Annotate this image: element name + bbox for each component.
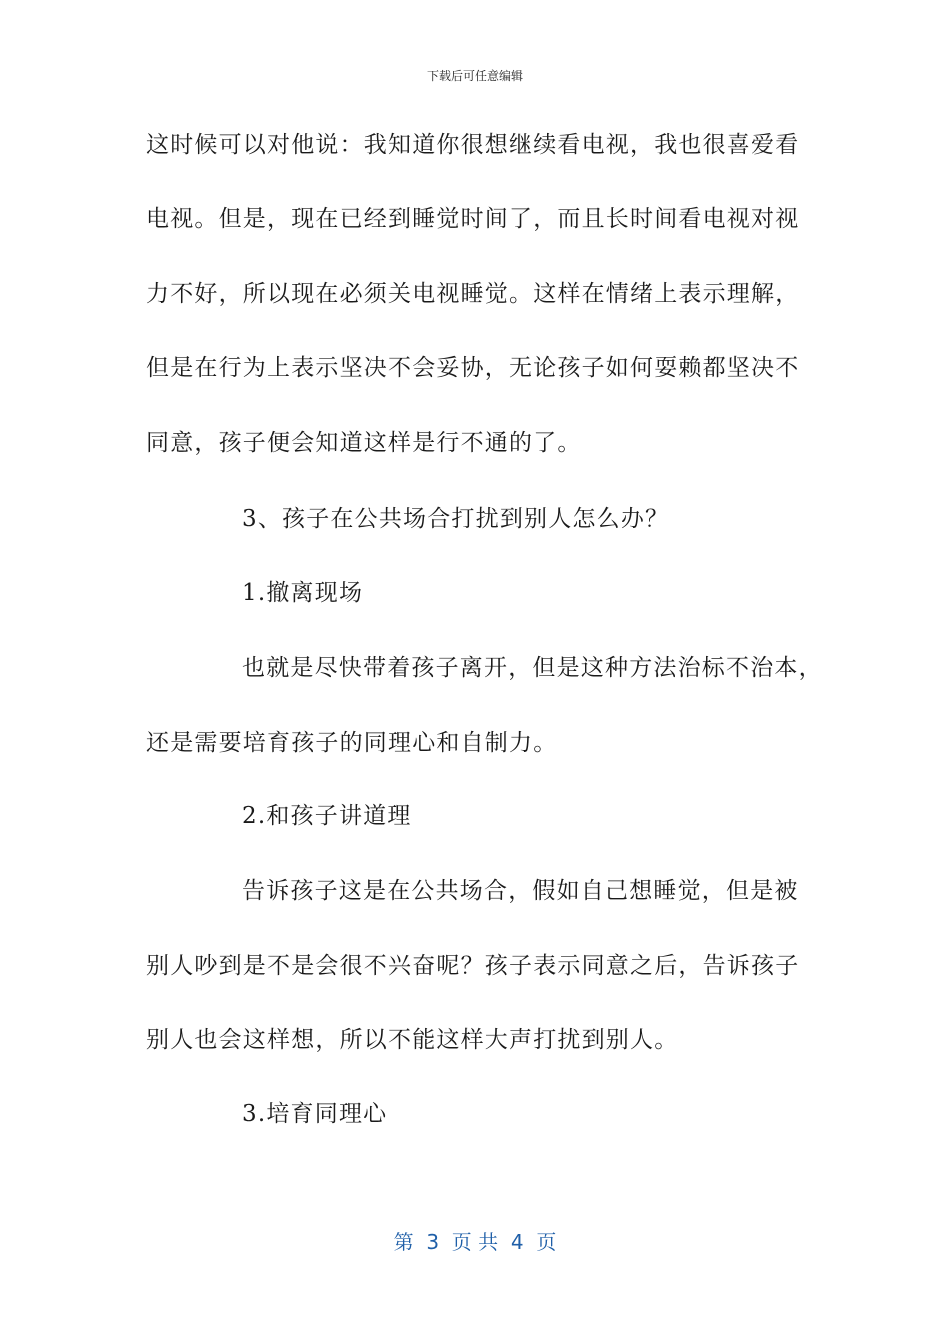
paragraph-line: 也就是尽快带着孩子离开，但是这种方法治标不治本，	[242, 655, 823, 681]
paragraph-line: 同意，孩子便会知道这样是行不通的了。	[146, 430, 582, 456]
paragraph-line: 别人吵到是不是会很不兴奋呢？孩子表示同意之后，告诉孩子	[146, 953, 800, 979]
paragraph-line: 这时候可以对他说：我知道你很想继续看电视，我也很喜爱看	[146, 132, 800, 158]
paragraph-line: 还是需要培育孩子的同理心和自制力。	[146, 730, 558, 756]
paragraph-line: 但是在行为上表示坚决不会妥协，无论孩子如何耍赖都坚决不	[146, 355, 800, 381]
paragraph-line: 告诉孩子这是在公共场合，假如自己想睡觉，但是被	[242, 878, 799, 904]
paragraph-line: 电视。但是，现在已经到睡觉时间了，而且长时间看电视对视	[146, 206, 800, 232]
header-note: 下载后可任意编辑	[426, 69, 523, 83]
paragraph-line: 别人也会这样想，所以不能这样大声打扰到别人。	[146, 1027, 679, 1053]
section-heading: 3、孩子在公共场合打扰到别人怎么办？	[242, 506, 670, 532]
paragraph-line: 力不好，所以现在必须关电视睡觉。这样在情绪上表示理解，	[146, 281, 800, 307]
subheading: 1.撤离现场	[242, 580, 364, 606]
subheading: 3.培育同理心	[242, 1101, 388, 1127]
subheading: 2.和孩子讲道理	[242, 803, 412, 829]
page-number: 第 3 页 共 4 页	[393, 1230, 557, 1254]
